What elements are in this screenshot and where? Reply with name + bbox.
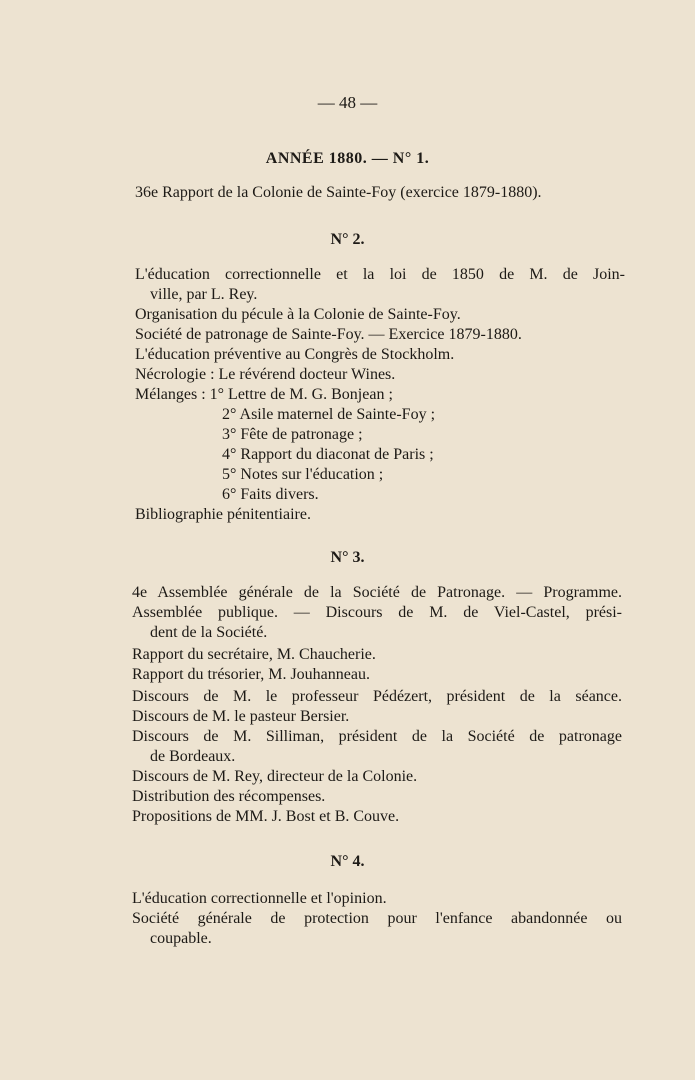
no3-line-11: Distribution des récompenses. [132, 788, 326, 805]
no2-line-4: Société de patronage de Sainte-Foy. — Exercice 1879-1880. [135, 326, 522, 343]
no3-line-5: Rapport du trésorier, M. Jouhanneau. [132, 666, 370, 683]
no3-line-8: Discours de M. Silliman, président de la Société de patronage [132, 728, 622, 745]
no2-line-9: 3° Fête de patronage ; [222, 426, 363, 443]
no2-line-13: Bibliographie pénitentiaire. [135, 506, 311, 523]
no2-line-10: 4° Rapport du diaconat de Paris ; [222, 446, 434, 463]
no4-line-2: Société générale de protection pour l'enfance abandonnée ou [132, 910, 622, 927]
no3-line-10: Discours de M. Rey, directeur de la Colonie. [132, 768, 418, 785]
no3-line-3: dent de la Société. [150, 624, 268, 641]
no2-line-3: Organisation du pécule à la Colonie de Sainte-Foy. [135, 306, 461, 323]
no2-line-7: Mélanges : 1° Lettre de M. G. Bonjean ; [135, 386, 393, 403]
no3-line-12: Propositions de MM. J. Bost et B. Couve. [132, 808, 400, 825]
no2-line-8: 2° Asile maternel de Sainte-Foy ; [222, 406, 436, 423]
no3-heading: N° 3. [330, 549, 365, 566]
no3-line-9: de Bordeaux. [150, 748, 236, 765]
no2-heading: N° 2. [330, 231, 365, 248]
no2-line-12: 6° Faits divers. [222, 486, 319, 503]
no4-line-1: L'éducation correctionnelle et l'opinion. [132, 890, 387, 907]
no3-line-4: Rapport du secrétaire, M. Chaucherie. [132, 646, 376, 663]
no3-line-6: Discours de M. le professeur Pédézert, président de la séance. [132, 688, 622, 705]
no3-line-7: Discours de M. le pasteur Bersier. [132, 708, 350, 725]
no2-line-6: Nécrologie : Le révérend docteur Wines. [135, 366, 396, 383]
year-heading: ANNÉE 1880. — N° 1. [265, 150, 430, 167]
no2-line-1: L'éducation correctionnelle et la loi de 1850 de M. de Join- [135, 266, 625, 283]
page-number: — 48 — [317, 93, 378, 112]
no4-heading: N° 4. [330, 853, 365, 870]
no2-line-11: 5° Notes sur l'éducation ; [222, 466, 384, 483]
no3-line-2: Assemblée publique. — Discours de M. de Viel-Castel, prési- [132, 604, 622, 621]
no2-line-5: L'éducation préventive au Congrès de Stockholm. [135, 346, 455, 363]
no3-line-1: 4e Assemblée générale de la Société de Patronage. — Programme. [132, 584, 622, 601]
no4-line-3: coupable. [150, 930, 212, 947]
no2-line-2: ville, par L. Rey. [150, 286, 258, 303]
no1-line-1: 36e Rapport de la Colonie de Sainte-Foy (exercice 1879-1880). [135, 184, 542, 201]
